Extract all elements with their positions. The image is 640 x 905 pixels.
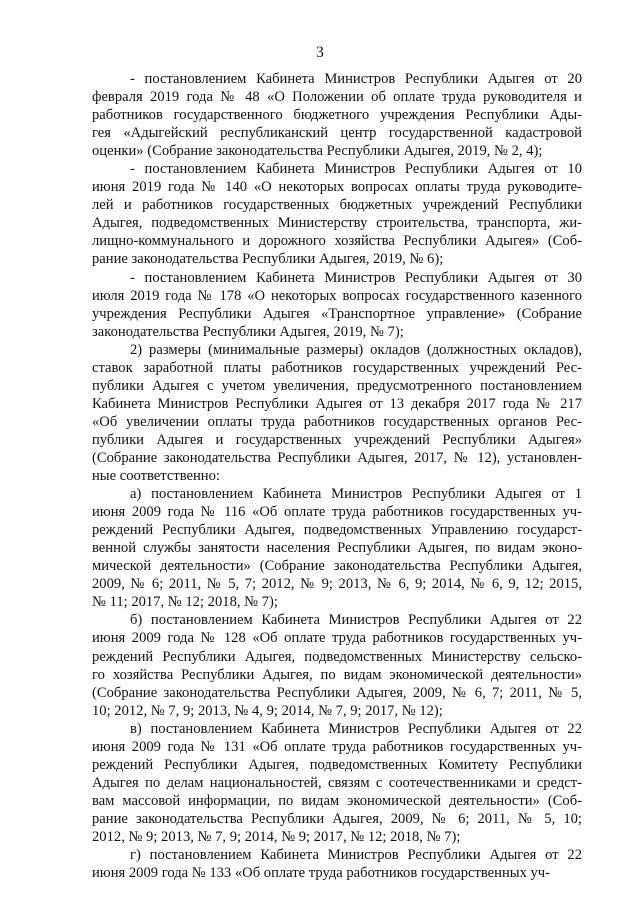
page-number: 3: [316, 44, 324, 61]
text-line: ные соответственно:: [92, 468, 220, 485]
text-line: Адыгея, подведомственных Министерству строительства, транспорта, жи-: [92, 215, 582, 232]
text-line: вам массовой информации, по видам экономической деятельности» (Соб-: [92, 792, 582, 809]
paragraph-p8: [92, 846, 582, 882]
paragraph-p6: [92, 611, 582, 719]
text-line: рание законодательства Республики Адыгея, 2019, № 6);: [92, 251, 444, 268]
document-body: [92, 70, 582, 882]
paragraph-p7: [92, 720, 582, 846]
text-line: учреждения Республики Адыгея «Транспортное управление» (Собрание: [92, 305, 582, 322]
paragraph-p1: [92, 70, 582, 160]
text-line: № 11; 2017, № 12; 2018, № 7);: [92, 594, 278, 611]
text-line: Адыгея по делам национальностей, связям с соотечественниками и средст-: [92, 774, 582, 791]
text-line: (Собрание законодательства Республики Адыгея, 2009, № 6, 7; 2011, № 5,: [92, 684, 582, 701]
text-line: июня 2009 года № 133 «Об оплате труда работников государственных уч-: [92, 865, 551, 882]
text-line: 2) размеры (минимальные размеры) окладов (должностных окладов),: [130, 341, 582, 358]
text-line: Кабинета Министров Республики Адыгея от 13 декабря 2017 года № 217: [92, 395, 582, 412]
text-line: реждений Республики Адыгея, подведомственных Министерству сельско-: [92, 648, 582, 665]
text-line: работников государственного бюджетного учреждения Республики Ады-: [92, 107, 582, 124]
paragraph-p4: [92, 341, 582, 485]
text-line: июня 2019 года № 140 «О некоторых вопросах оплаты труда руководите-: [92, 179, 582, 196]
text-line: рание законодательства Республики Адыгея, 2009, № 6; 2011, № 5, 10;: [92, 810, 582, 827]
text-line: февраля 2019 года № 48 «О Положении об оплате труда руководителя и: [92, 89, 582, 106]
text-line: июня 2009 года № 128 «Об оплате труда работников государственных уч-: [92, 630, 582, 647]
text-line: лей и работников государственных бюджетных учреждений Республики: [92, 197, 582, 214]
text-line: - постановлением Кабинета Министров Республики Адыгея от 10: [130, 161, 582, 178]
paragraph-p3: [92, 269, 582, 341]
text-line: 2009, № 6; 2011, № 5, 7; 2012, № 9; 2013, № 6, 9; 2014, № 6, 9, 12; 2015,: [92, 576, 582, 593]
text-line: оценки» (Собрание законодательства Республики Адыгея, 2019, № 2, 4);: [92, 143, 543, 160]
text-line: б) постановлением Кабинета Министров Республики Адыгея от 22: [130, 612, 582, 629]
text-line: законодательства Республики Адыгея, 2019, № 7);: [92, 323, 404, 340]
text-line: ставок заработной платы работников государственных учреждений Рес-: [92, 359, 582, 376]
text-line: публики Адыгея с учетом увеличения, предусмотренного постановлением: [92, 377, 582, 394]
text-line: в) постановлением Кабинета Министров Республики Адыгея от 22: [130, 720, 582, 737]
text-line: 10; 2012, № 7, 9; 2013, № 4, 9; 2014, № 7, 9; 2017, № 12);: [92, 702, 443, 719]
text-line: 2012, № 9; 2013, № 7, 9; 2014, № 9; 2017, № 12; 2018, № 7);: [92, 828, 461, 845]
text-line: «Об увеличении оплаты труда работников государственных органов Рес-: [92, 413, 582, 430]
text-line: го хозяйства Республики Адыгея, по видам экономической деятельности»: [92, 666, 582, 683]
text-line: июня 2009 года № 116 «Об оплате труда работников государственных уч-: [92, 504, 582, 521]
text-line: венной службы занятости населения Республики Адыгея, по видам эконо-: [92, 540, 582, 557]
text-line: июня 2009 года № 131 «Об оплате труда работников государственных уч-: [92, 738, 582, 755]
text-line: реждений Республики Адыгея, подведомственных Комитету Республики: [92, 756, 582, 773]
text-line: мической деятельности» (Собрание законодательства Республики Адыгея,: [92, 558, 582, 575]
text-line: - постановлением Кабинета Министров Республики Адыгея от 30: [130, 269, 582, 286]
text-line: июля 2019 года № 178 «О некоторых вопросах государственного казенного: [92, 287, 582, 304]
text-line: (Собрание законодательства Республики Адыгея, 2017, № 12), установлен-: [92, 449, 582, 466]
text-line: а) постановлением Кабинета Министров Республики Адыгея от 1: [130, 486, 582, 503]
text-line: публики Адыгея и государственных учреждений Республики Адыгея»: [92, 431, 582, 448]
text-line: - постановлением Кабинета Министров Республики Адыгея от 20: [130, 71, 582, 87]
text-line: лищно-коммунального и дорожного хозяйства Республики Адыгея» (Соб-: [92, 233, 582, 250]
text-line: реждений Республики Адыгея, подведомственных Управлению государст-: [92, 522, 582, 539]
paragraph-p5: [92, 485, 582, 611]
text-line: г) постановлением Кабинета Министров Республики Адыгея от 22: [130, 847, 582, 864]
text-line: гея «Адыгейский республиканский центр государственной кадастровой: [92, 125, 582, 142]
paragraph-p2: [92, 160, 582, 268]
